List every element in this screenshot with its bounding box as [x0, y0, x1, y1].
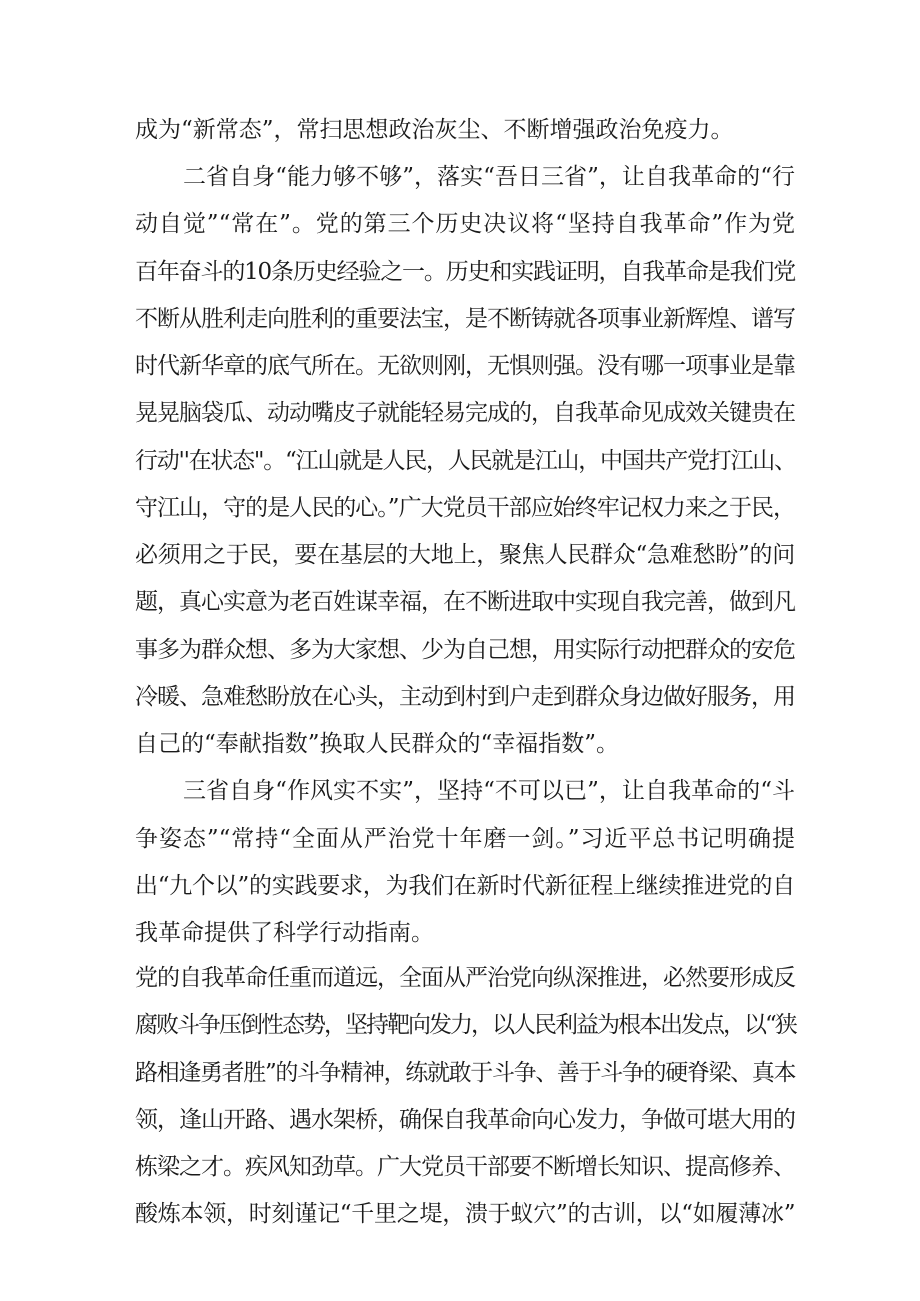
text-line: 腐败斗争压倒性态势，坚持靶向发力，以人民利益为根本出发点，以“狭: [135, 1012, 796, 1038]
text-line: 自己的“奉献指数”换取人民群众的“幸福指数”。: [135, 731, 620, 757]
text-line: 领，逢山开路、遇水架桥，确保自我革命向心发力，争做可堪大用的: [135, 1107, 795, 1133]
text-line: 不断从胜利走向胜利的重要法宝，是不断铸就各项事业新辉煌、谱写: [135, 306, 795, 332]
text-line: 必须用之于民，要在基层的大地上，聚焦人民群众“急难愁盼”的问: [135, 542, 796, 568]
text-line: 冷暖、急难愁盼放在心头，主动到村到户走到群众身边做好服务，用: [135, 684, 795, 710]
text-line: 酸炼本领，时刻谨记“千里之堤，溃于蚁穴”的古训，以“如履薄冰”: [135, 1201, 796, 1227]
text-line: 百年奋斗的10条历史经验之一。历史和实践证明，自我革命是我们党: [135, 259, 795, 285]
text-line: 事多为群众想、多为大家想、少为自己想，用实际行动把群众的安危: [135, 637, 795, 663]
text-line: 动自觉”“常在”。党的第三个历史决议将“坚持自我革命”作为党: [135, 211, 795, 237]
text-line: 成为“新常态”，常扫思想政治灰尘、不断增强政治免疫力。: [135, 117, 734, 143]
text-line: 晃晃脑袋瓜、动动嘴皮子就能轻易完成的，自我革命见成效关键贵在: [135, 400, 795, 426]
text-line: 路相逢勇者胜”的斗争精神，练就敢于斗争、善于斗争的硬脊梁、真本: [135, 1060, 795, 1086]
text-line: 三省自身“作风实不实”，坚持“不可以已”，让自我革命的“斗: [183, 778, 795, 804]
text-line: 时代新华章的底气所在。无欲则刚，无惧则强。没有哪一项事业是靠: [135, 353, 795, 379]
text-line: 我革命提供了科学行动指南。: [135, 920, 434, 946]
text-line: 题，真心实意为老百姓谋幸福，在不断进取中实现自我完善，做到凡: [135, 589, 795, 615]
text-line: 党的自我革命任重而道远，全面从严治党向纵深推进，必然要形成反: [135, 965, 795, 991]
text-line: 行动''在状态"。“江山就是人民，人民就是江山，中国共产党打江山、: [135, 448, 796, 474]
text-line: 争姿态”“常持“全面从严治党十年磨一剑。”习近平总书记明确提: [135, 826, 795, 852]
text-line: 守江山，守的是人民的心。”广大党员干部应始终牢记权力来之于民，: [135, 495, 795, 521]
text-line: 栋梁之才。疾风知劲草。广大党员干部要不断增长知识、提高修养、: [135, 1154, 795, 1180]
text-line: 出“九个以”的实践要求，为我们在新时代新征程上继续推进党的自: [135, 873, 796, 899]
text-line: 二省自身“能力够不够”，落实“吾日三省”，让自我革命的“行: [183, 164, 795, 190]
